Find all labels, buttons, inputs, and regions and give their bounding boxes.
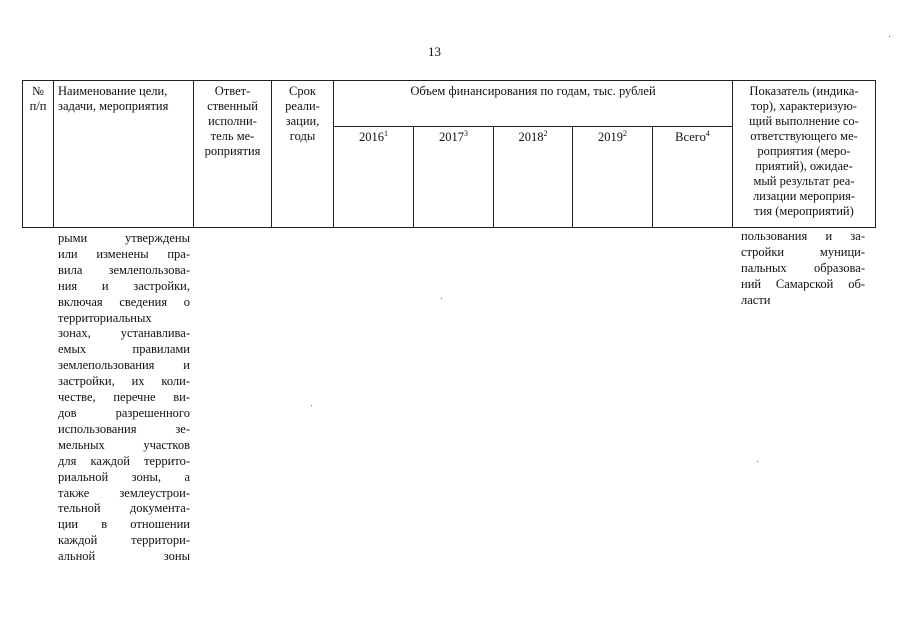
text-line <box>58 326 190 342</box>
header-executor-line: Ответ- <box>214 84 251 98</box>
text-word: террито- <box>144 453 190 468</box>
text-word: а <box>184 469 190 484</box>
text-line <box>58 501 190 517</box>
text-word: муници- <box>819 244 865 259</box>
text-line <box>58 422 190 438</box>
text-line <box>58 342 190 358</box>
header-term-line: реали- <box>285 99 320 113</box>
text-word: рыми <box>58 231 88 245</box>
text-word: для <box>58 453 77 468</box>
text-word: территориальных <box>58 310 152 325</box>
text-word: правилами <box>132 342 190 357</box>
text-word: пальных <box>741 260 787 275</box>
header-name-line: задачи, мероприятия <box>58 99 169 113</box>
text-word: емых <box>58 342 87 357</box>
text-line <box>58 279 190 295</box>
text-word: документа- <box>129 501 190 516</box>
text-word: о <box>183 294 190 309</box>
header-year-2016 <box>334 127 414 228</box>
text-word: пра- <box>167 246 190 261</box>
header-number-line: № <box>32 84 44 98</box>
text-word: образова- <box>814 260 865 275</box>
year-label: 2018 <box>518 130 544 144</box>
text-word: застройки, <box>58 374 115 389</box>
text-word: каждой <box>58 533 98 548</box>
text-line <box>58 311 190 327</box>
text-line <box>58 438 190 454</box>
header-number <box>23 81 54 228</box>
header-number-line: п/п <box>29 99 47 113</box>
text-word: зоны, <box>131 469 161 484</box>
header-financing-title: Объем финансирования по годам, тыс. рублей <box>410 84 656 98</box>
header-indicator-line: тор), характеризую- <box>751 99 857 113</box>
header-term-line: зации, <box>285 114 320 128</box>
text-word: ния <box>58 278 78 293</box>
header-total <box>653 127 733 228</box>
text-line <box>58 295 190 311</box>
text-word: зонах, <box>58 326 91 341</box>
text-word: или <box>58 246 78 261</box>
text-word: риальной <box>58 469 109 484</box>
text-word: использования <box>58 421 137 436</box>
text-word: Самарской <box>775 276 834 291</box>
text-line <box>58 358 190 374</box>
text-word: честве, <box>58 390 96 405</box>
text-word: альной <box>58 549 96 564</box>
page-number: 13 <box>428 44 441 59</box>
scan-speck <box>757 461 758 462</box>
header-indicator-line: приятий), ожидае- <box>755 159 853 173</box>
text-word: и <box>825 229 833 243</box>
text-word: об- <box>848 276 865 291</box>
text-line <box>58 454 190 470</box>
text-word: ний <box>741 276 762 291</box>
header-financing <box>334 81 733 127</box>
header-executor-line: ственный <box>207 99 258 113</box>
text-word: утверждены <box>125 231 190 245</box>
text-word: устанавлива- <box>120 326 190 341</box>
text-line <box>58 406 190 422</box>
text-word: изменены <box>96 246 149 261</box>
year-label: 2017 <box>439 130 464 144</box>
text-word: землеустрои- <box>119 485 190 500</box>
header-year-2018 <box>494 127 573 228</box>
year-footnote: 2 <box>543 129 548 138</box>
text-word: в <box>101 517 108 532</box>
header-indicator-line: щий выполнение со- <box>749 114 859 128</box>
text-word: ви- <box>173 390 190 405</box>
text-word: участков <box>143 437 190 452</box>
text-line <box>58 247 190 263</box>
text-line <box>741 229 865 245</box>
header-indicator-line: тия (мероприятий) <box>754 204 854 218</box>
header-executor-line: роприятия <box>204 144 261 158</box>
text-word: дов <box>58 405 77 420</box>
text-word: также <box>58 485 90 500</box>
text-line <box>58 231 190 247</box>
text-line <box>58 390 190 406</box>
text-word: включая <box>58 294 103 309</box>
header-term <box>272 81 334 228</box>
indicator-continued <box>741 229 865 309</box>
header-indicator <box>733 81 876 228</box>
text-word: тельной <box>58 501 101 516</box>
header-term-line: Срок <box>289 84 316 98</box>
text-line <box>58 374 190 390</box>
text-word: их <box>131 374 145 389</box>
text-word: зе- <box>175 421 190 436</box>
header-executor-line: тель ме- <box>210 129 255 143</box>
text-line <box>741 277 865 293</box>
text-word: застройки, <box>133 278 190 293</box>
header-executor-line: исполни- <box>208 114 257 128</box>
header-indicator-line: лизации мероприя- <box>752 189 856 203</box>
text-word: ласти <box>741 292 771 307</box>
text-line <box>58 517 190 533</box>
header-indicator-line: ответствующего ме- <box>750 129 858 143</box>
header-year-2017 <box>414 127 494 228</box>
header-name-line: Наименование цели, <box>58 84 168 98</box>
text-word: отношении <box>130 517 190 532</box>
text-word: каждой <box>90 453 130 468</box>
text-line <box>741 245 865 261</box>
total-footnote: 4 <box>705 129 710 138</box>
header-indicator-line: Показатель (индика- <box>749 84 859 98</box>
scan-speck <box>889 36 890 37</box>
text-word: пользования <box>741 229 808 243</box>
header-table <box>22 80 876 228</box>
text-word: за- <box>850 229 865 243</box>
total-label: Всего <box>675 130 706 144</box>
header-year-2019 <box>573 127 653 228</box>
text-word: вила <box>58 262 83 277</box>
text-word: зоны <box>163 549 190 564</box>
text-word: землепользования <box>58 358 155 373</box>
header-name <box>54 81 194 228</box>
text-word: мельных <box>58 437 105 452</box>
scan-speck <box>441 298 442 299</box>
year-footnote: 2 <box>623 129 627 138</box>
text-word: сведения <box>119 294 168 309</box>
year-label: 2019 <box>598 130 623 144</box>
activity-name-continued <box>58 231 190 565</box>
text-word: и <box>101 278 109 293</box>
text-line <box>58 533 190 549</box>
text-line <box>58 470 190 486</box>
header-indicator-line: роприятия (меро- <box>757 144 851 158</box>
text-word: землепользова- <box>108 262 190 277</box>
year-footnote: 1 <box>384 129 388 138</box>
text-line <box>58 486 190 502</box>
scan-speck <box>311 405 312 406</box>
text-word: территори- <box>131 533 190 548</box>
year-footnote: 3 <box>464 129 468 138</box>
year-label: 2016 <box>359 130 384 144</box>
text-word: стройки <box>741 244 785 259</box>
text-line <box>741 293 865 309</box>
header-executor <box>194 81 272 228</box>
text-word: перечне <box>113 390 156 405</box>
text-word: ции <box>58 517 79 532</box>
header-indicator-line: мый результат реа- <box>753 174 855 188</box>
text-word: и <box>183 358 190 373</box>
text-word: коли- <box>161 374 190 389</box>
text-line <box>58 263 190 279</box>
text-line <box>741 261 865 277</box>
text-word: разрешенного <box>115 405 190 420</box>
text-line <box>58 549 190 565</box>
header-term-line: годы <box>289 129 316 143</box>
